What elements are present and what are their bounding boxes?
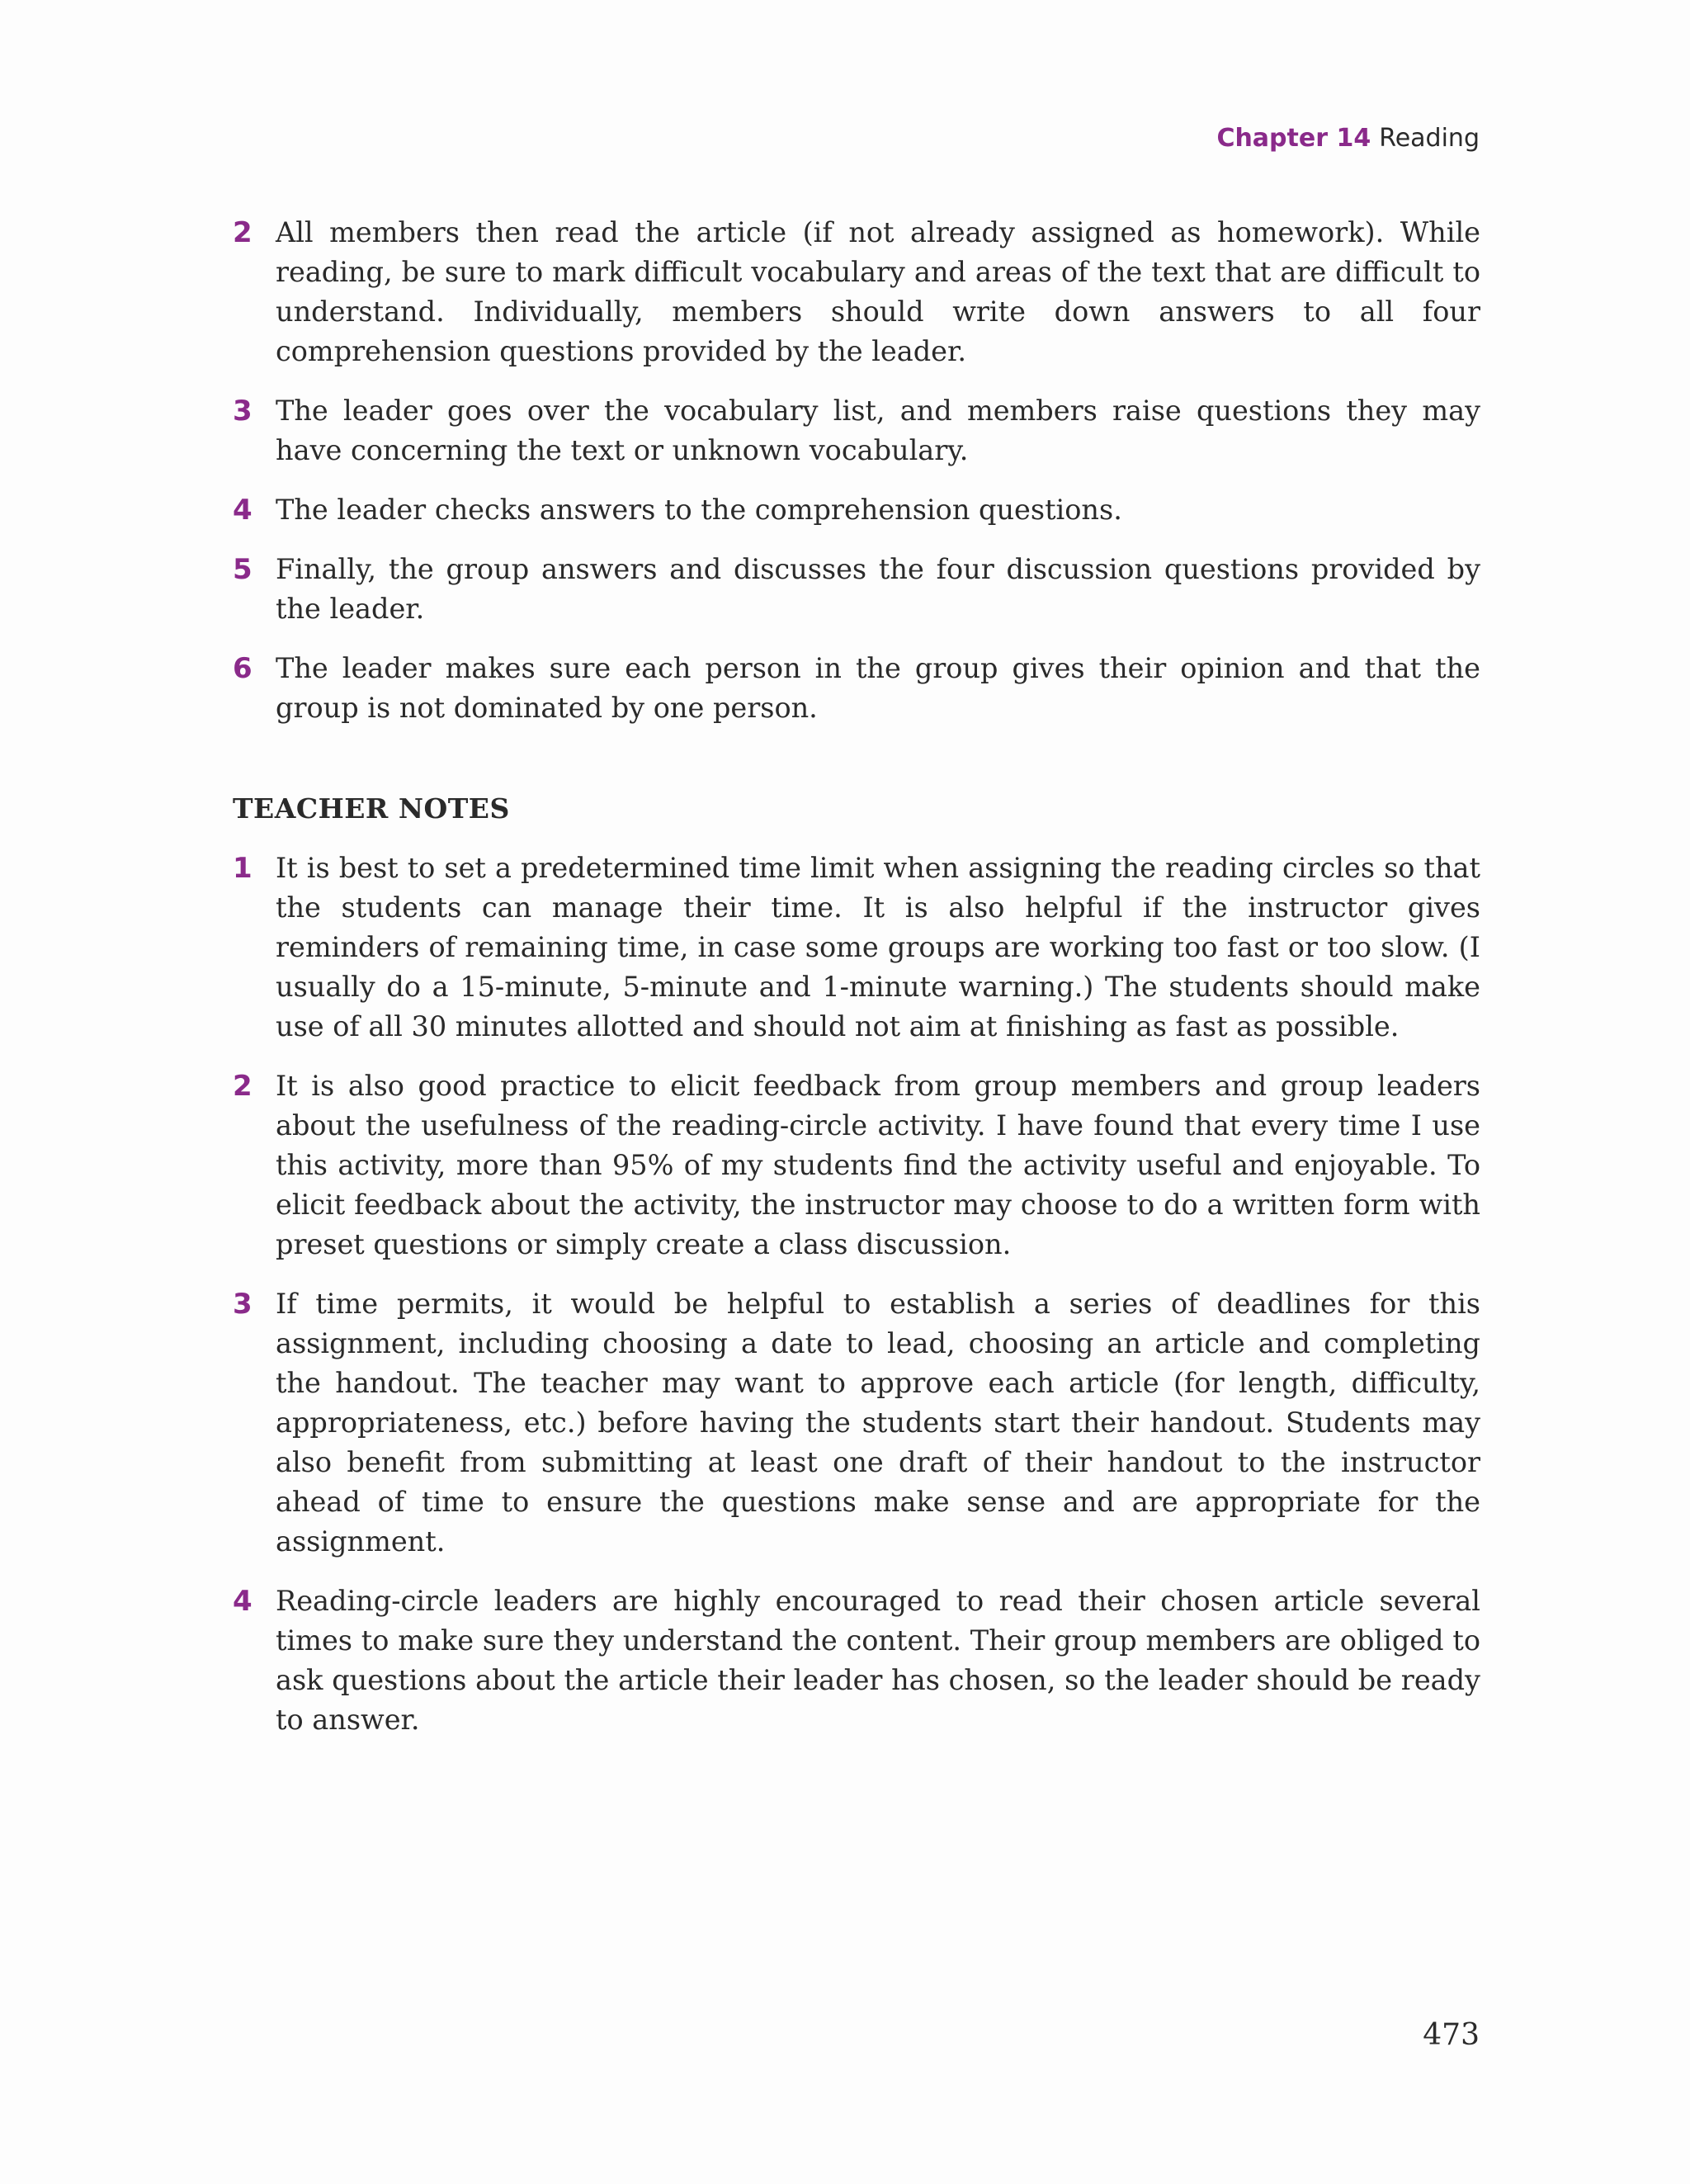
note-item: [233, 849, 1480, 1047]
running-head: [1216, 124, 1480, 153]
step-number: 5: [233, 553, 253, 586]
step-text: The leader checks answers to the comprehension questions.: [276, 494, 1122, 526]
note-item: [233, 1066, 1480, 1265]
note-number: 2: [233, 1070, 253, 1103]
note-text: It is also good practice to elicit feedback from group members and group leaders about the usefulness of the reading-circle activity. I have found that every time I use this activity, more than 95% of my students find the activity useful and enjoyable. To elicit feedback about the activity, the instructor may choose to do a written form with preset questions or simply create a class discussion.: [276, 1070, 1480, 1260]
step-text: Finally, the group answers and discusses the four discussion questions provided by the leader.: [276, 553, 1480, 625]
step-text: The leader goes over the vocabulary list, and members raise questions they may have concerning the text or unknown vocabulary.: [276, 395, 1480, 466]
note-number: 1: [233, 852, 253, 885]
step-item: [233, 649, 1480, 728]
page-content: [233, 213, 1480, 1760]
step-item: [233, 391, 1480, 470]
step-number: 4: [233, 494, 253, 527]
note-text: If time permits, it would be helpful to establish a series of deadlines for this assignment, including choosing a date to lead, choosing an article and completing the handout. The teacher may want to approve each article (for length, difficulty, appropriateness, etc.) before having the students start their handout. Students may also benefit from submitting at least one draft of their handout to the instructor ahead of time to ensure the questions make sense and are appropriate for the assignment.: [276, 1288, 1480, 1558]
note-text: It is best to set a predetermined time limit when assigning the reading circles so that the students can manage their time. It is also helpful if the instructor gives reminders of remaining time, in case some groups are working too fast or too slow. (I usually do a 15-minute, 5-minute and 1-minute warning.) The students should make use of all 30 minutes allotted and should not aim at finishing as fast as possible.: [276, 852, 1480, 1042]
teacher-notes-heading: TEACHER NOTES: [233, 792, 510, 825]
step-text: All members then read the article (if not already assigned as homework). While reading, be sure to mark difficult vocabulary and areas of the text that are difficult to understand. Individually, members should write down answers to all four comprehension questions provided by the leader.: [276, 216, 1480, 367]
step-item: [233, 490, 1480, 530]
note-item: [233, 1581, 1480, 1740]
note-text: Reading-circle leaders are highly encouraged to read their chosen article several times to make sure they understand the content. Their group members are obliged to ask questions about the article their leader has chosen, so the leader should be ready to answer.: [276, 1585, 1480, 1736]
chapter-label: Chapter 14: [1216, 124, 1371, 153]
step-item: [233, 213, 1480, 371]
step-item: [233, 550, 1480, 629]
note-number: 4: [233, 1585, 253, 1618]
chapter-title: Reading: [1379, 124, 1480, 153]
note-item: [233, 1284, 1480, 1562]
step-number: 6: [233, 652, 253, 685]
step-number: 2: [233, 216, 253, 249]
page-number: 473: [1423, 2018, 1480, 2052]
step-text: The leader makes sure each person in the group gives their opinion and that the group is not dominated by one person.: [276, 652, 1480, 724]
step-number: 3: [233, 395, 253, 428]
note-number: 3: [233, 1288, 253, 1321]
